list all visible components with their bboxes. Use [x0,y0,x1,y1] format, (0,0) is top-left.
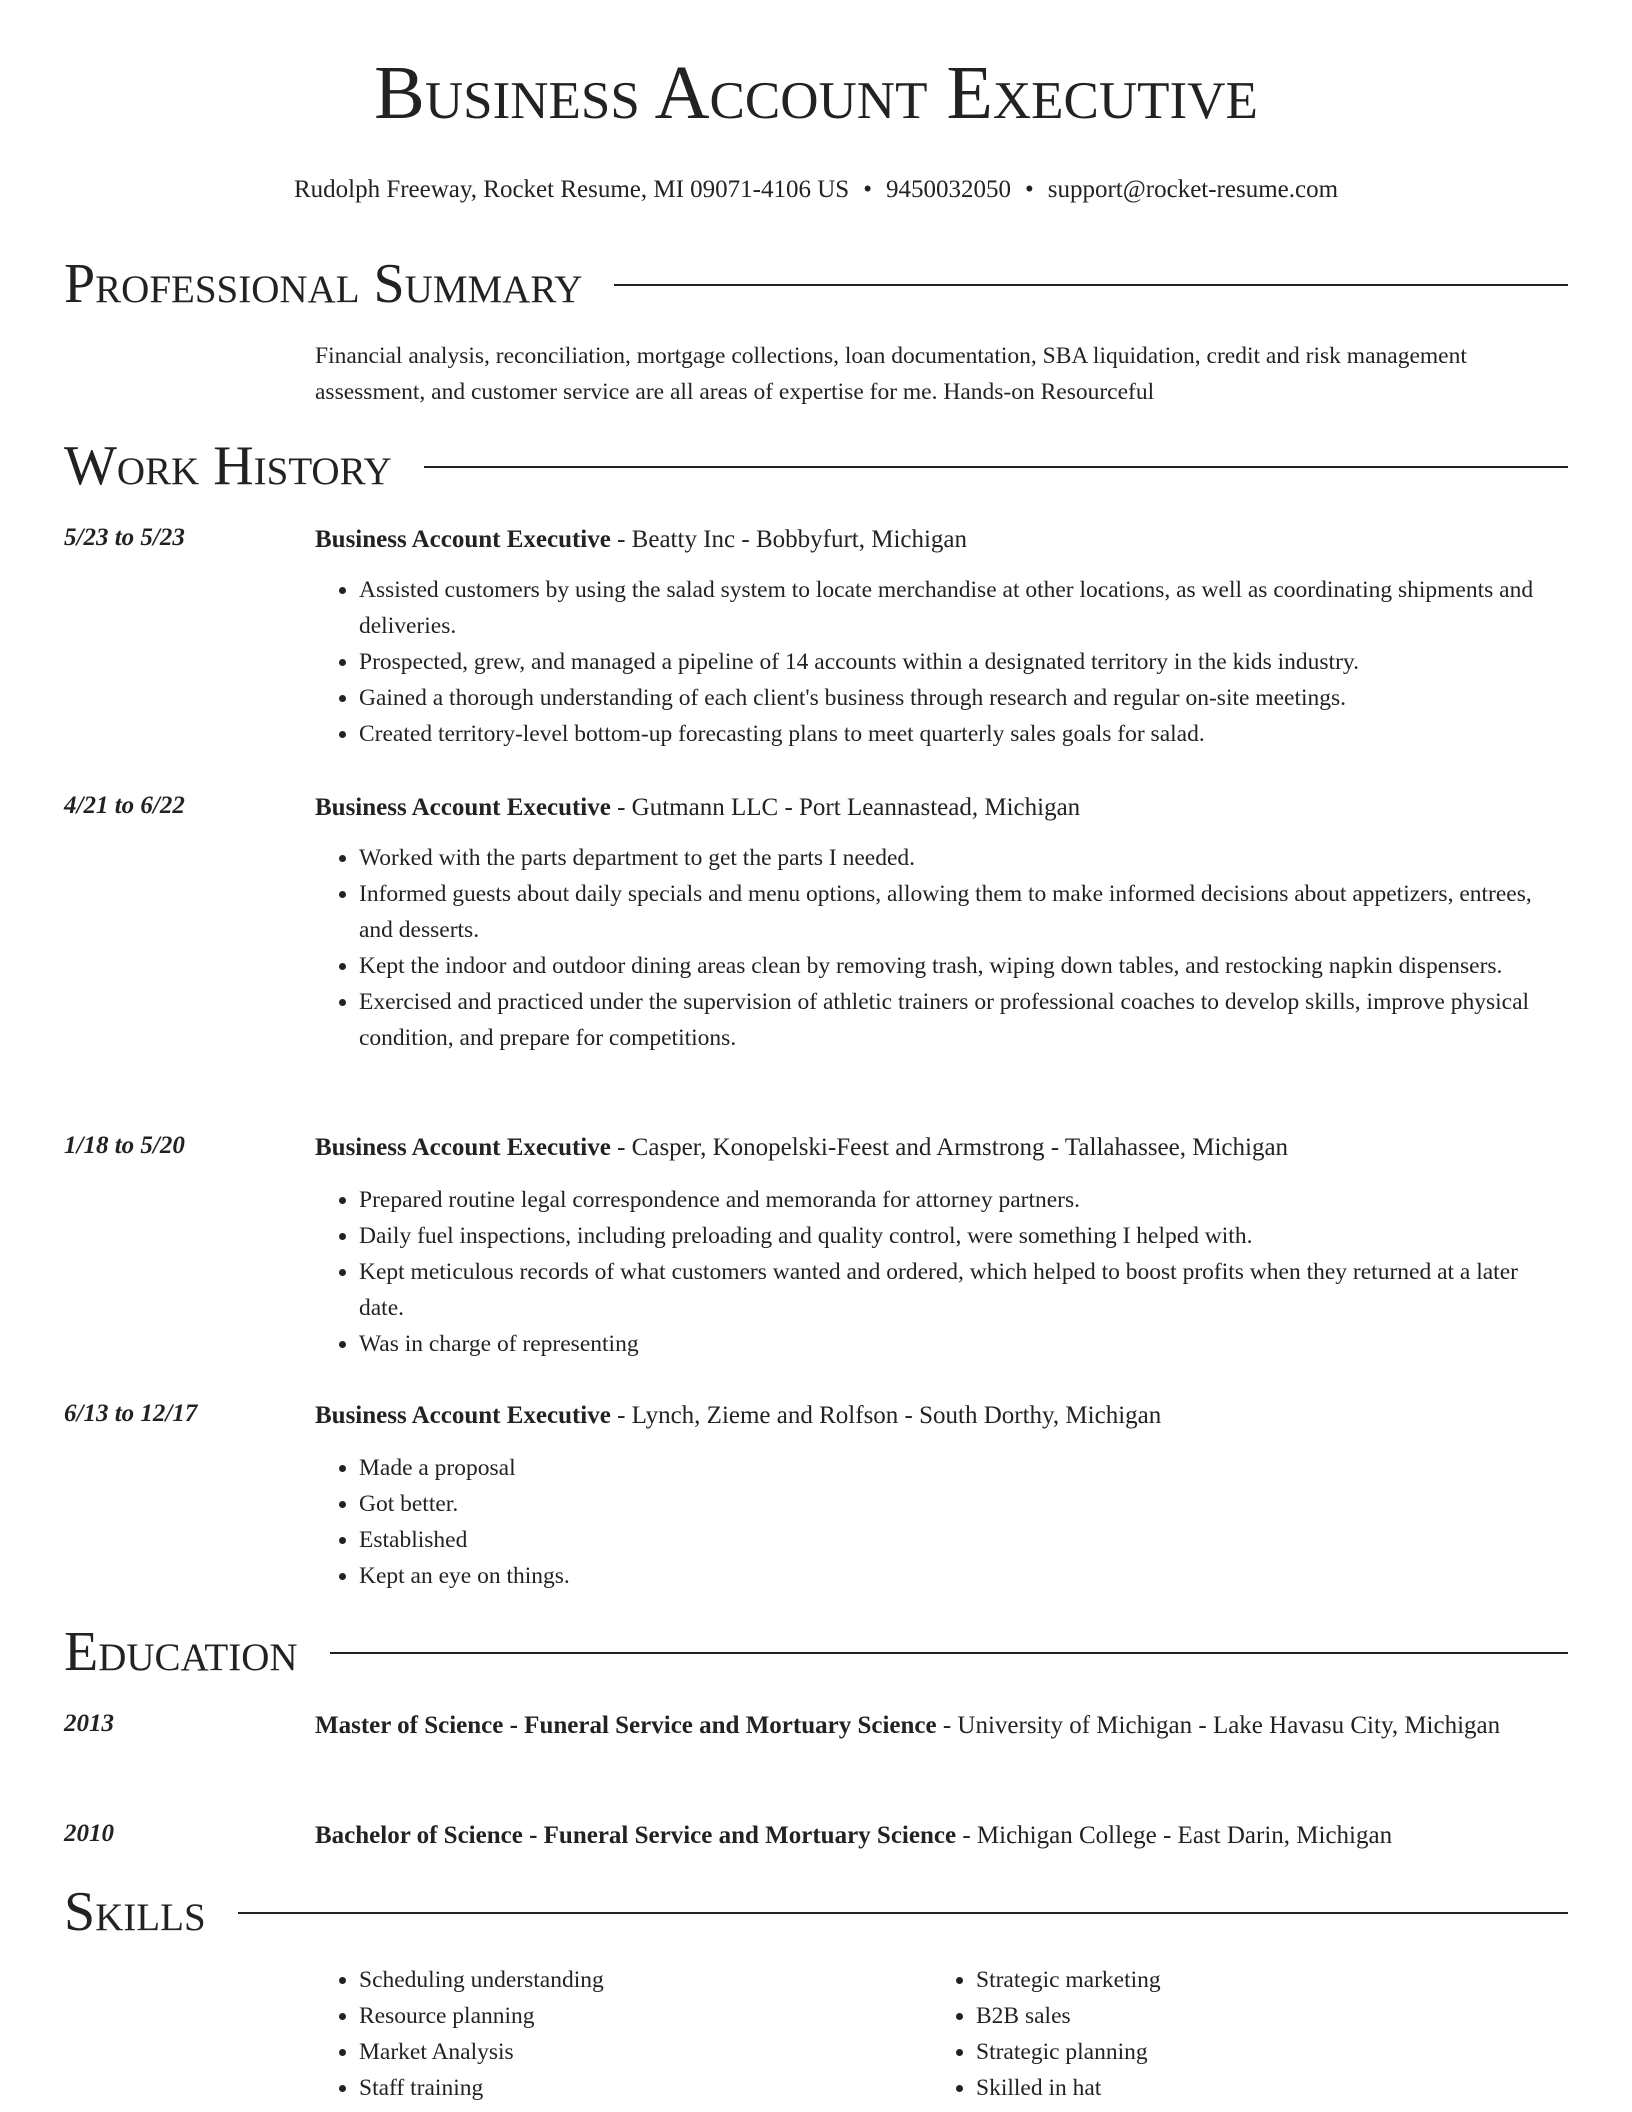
work-section-heading [64,436,1568,498]
education-degree: Master of Science - Funeral Service and Mortuary Science [315,1712,937,1739]
education-year: 2013 [64,1710,114,1737]
education-details: - University of Michigan - Lake Havasu City, Michigan [936,1712,1501,1739]
list-item: • Made a proposal [359,1450,1568,1486]
job-details: - Beatty Inc - Bobbyfurt, Michigan [610,526,968,553]
job-title: Business Account Executive [315,1402,611,1429]
resume-name: Business Account Executive [374,51,1258,135]
skills-heading: Skills [64,1881,206,1943]
skill-item: • Resource planning [359,1998,815,2034]
skill-item: • Skilled in hat [976,2070,1432,2106]
skill-item: • B2B sales [976,1998,1432,2034]
job-role [315,788,1568,828]
job-bullets [315,572,1568,752]
job-role [315,1128,1568,1168]
list-item: • Assisted customers by using the salad system to locate merchandise at other locations, as well as coordinating shipments and deliveries. [359,572,1568,644]
list-item: • Kept meticulous records of what customers wanted and ordered, which helped to boost profits when they returned at a later date. [359,1254,1568,1326]
job-dates: 1/18 to 5/20 [64,1132,185,1159]
summary-heading: Professional Summary [64,253,583,315]
job-bullets [315,1450,1568,1594]
contact-line [64,174,1568,207]
list-item: • Gained a thorough understanding of each client's business through research and regular on-site meetings. [359,680,1568,716]
list-item: • Kept an eye on things. [359,1558,1568,1594]
section-rule [614,284,1568,286]
list-item: • Exercised and practiced under the supervision of athletic trainers or professional coaches to develop skills, improve physical condition, and prepare for competitions. [359,984,1568,1056]
job-title: Business Account Executive [315,1134,611,1161]
list-item: • Created territory-level bottom-up forecasting plans to meet quarterly sales goals for salad. [359,716,1568,752]
education-degree: Bachelor of Science - Funeral Service and Mortuary Science [315,1822,957,1849]
job-dates: 5/23 to 5/23 [64,524,185,551]
list-item: • Got better. [359,1486,1568,1522]
skills-list-right [932,1962,1432,2106]
skill-item: • Staff training [359,2070,815,2106]
job-bullets [315,1182,1568,1362]
work-heading: Work History [64,435,392,497]
job-title: Business Account Executive [315,794,611,821]
education-degree-line [315,1706,1568,1746]
section-rule [238,1912,1568,1914]
skill-item: • Strategic marketing [976,1962,1432,1998]
contact-phone: 9450032050 [885,176,1011,203]
summary-text: Financial analysis, reconciliation, mortgage collections, loan documentation, SBA liquidation, credit and risk management assessment, and customer service are all areas of expertise for me. Hands-on Resourceful [315,343,1467,405]
education-heading: Education [64,1621,298,1683]
list-item: • Informed guests about daily specials and menu options, allowing them to make informed decisions about appetizers, entrees, and desserts. [359,876,1568,948]
skills-list-left [315,1962,815,2106]
job-bullets [315,840,1568,1056]
list-item: • Worked with the parts department to get the parts I needed. [359,840,1568,876]
contact-email: support@rocket-resume.com [1047,176,1339,203]
job-dates: 6/13 to 12/17 [64,1400,198,1427]
job-title: Business Account Executive [315,526,611,553]
contact-address: Rudolph Freeway, Rocket Resume, MI 09071-4106 US [293,176,850,203]
skill-item: • Strategic planning [976,2034,1432,2070]
education-details: - Michigan College - East Darin, Michigan [956,1822,1393,1849]
list-item: • Established [359,1522,1568,1558]
job-role [315,520,1568,560]
contact-separator: • [863,176,872,203]
section-rule [330,1652,1568,1654]
job-details: - Lynch, Zieme and Rolfson - South Dorthy, Michigan [610,1402,1162,1429]
skill-item: • Market Analysis [359,2034,815,2070]
list-item: • Prospected, grew, and managed a pipeline of 14 accounts within a designated territory in the kids industry. [359,644,1568,680]
contact-separator: • [1024,176,1034,203]
job-dates: 4/21 to 6/22 [64,792,185,819]
list-item: • Daily fuel inspections, including preloading and quality control, were something I helped with. [359,1218,1568,1254]
education-degree-line [315,1816,1568,1856]
education-year: 2010 [64,1820,114,1847]
skill-item: • Scheduling understanding [359,1962,815,1998]
job-role [315,1396,1568,1436]
list-item: • Prepared routine legal correspondence and memoranda for attorney partners. [359,1182,1568,1218]
job-details: - Casper, Konopelski-Feest and Armstrong - Tallahassee, Michigan [610,1134,1289,1161]
education-section-heading [64,1622,1568,1684]
list-item: • Kept the indoor and outdoor dining areas clean by removing trash, wiping down tables, and restocking napkin dispensers. [359,948,1568,984]
list-item: • Was in charge of representing [359,1326,1568,1362]
summary-section-heading [64,254,1568,316]
job-details: - Gutmann LLC - Port Leannastead, Michigan [610,794,1081,821]
skills-section-heading [64,1882,1568,1944]
section-rule [424,466,1568,468]
